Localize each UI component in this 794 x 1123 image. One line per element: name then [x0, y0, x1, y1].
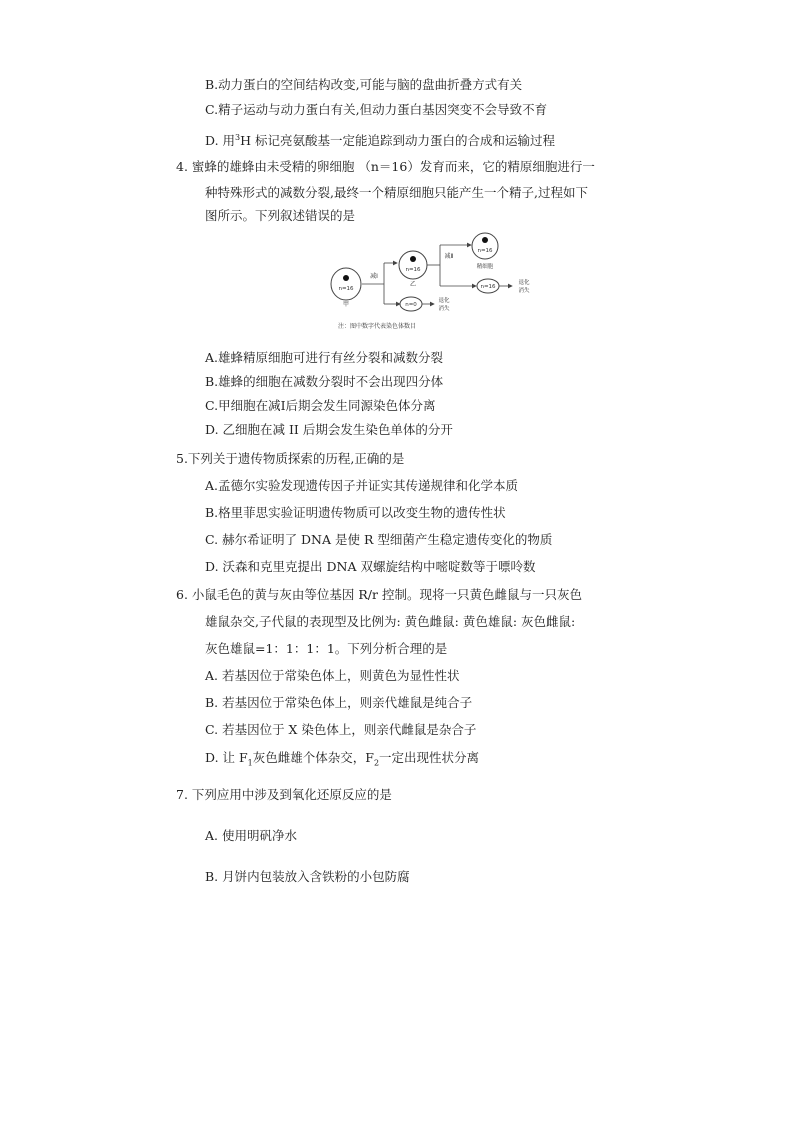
cell-sperm-label: 精细胞	[476, 264, 494, 270]
q5-stem: 5.下列关于遗传物质探索的历程,正确的是	[176, 451, 405, 466]
q4-option-c: C.甲细胞在减Ⅰ后期会发生同源染色体分离	[205, 398, 436, 413]
q7-stem: 7. 下列应用中涉及到氧化还原反应的是	[176, 787, 392, 802]
cell-yi-label: 乙	[409, 281, 417, 288]
q5-option-d: D. 沃森和克里克提出 DNA 双螺旋结构中嘧啶数等于嘌呤数	[205, 559, 536, 574]
jian2-label: 减Ⅱ	[444, 253, 454, 260]
q4-stem-line3: 图所示。下列叙述错误的是	[205, 208, 356, 223]
q7-option-b: B. 月饼内包装放入含铁粉的小包防腐	[205, 869, 410, 884]
q3-option-d: D. 用$^3$H 标记亮氨酸基一定能追踪到动力蛋白的合成和运输过程	[205, 133, 556, 149]
q4-option-d: D. 乙细胞在减 II 后期会发生染色单体的分开	[205, 422, 453, 437]
cell-jia-count: n=16	[338, 286, 354, 292]
cell-sperm-nucleus	[482, 237, 488, 243]
jian1-label: 减Ⅰ	[370, 273, 378, 280]
q3-option-b: B.动力蛋白的空间结构改变,可能与脑的盘曲折叠方式有关	[205, 77, 523, 92]
q6-option-d: D. 让 $F_1$灰色雌雄个体杂交，$F_2$一定出现性状分离	[205, 750, 480, 768]
degenerate-label-1a: 退化	[438, 298, 450, 304]
q6-stem-line2: 雄鼠杂交,子代鼠的表现型及比例为: 黄色雌鼠: 黄色雄鼠: 灰色雌鼠:	[205, 614, 576, 629]
cell-sperm-count: n=16	[477, 248, 493, 254]
q5-option-c: C. 赫尔希证明了 DNA 是使 R 型细菌产生稳定遗传变化的物质	[205, 532, 553, 547]
cell-zero-count: n=0	[405, 302, 417, 308]
cell-small-count: n=16	[480, 284, 496, 290]
q4-option-a: A.雄蜂精原细胞可进行有丝分裂和减数分裂	[205, 350, 444, 365]
cell-jia	[331, 268, 361, 300]
degenerate-label-1b: 消失	[438, 306, 450, 312]
diagram-note: 注：图中数字代表染色体数目	[338, 323, 417, 330]
q6-stem-line1: 6. 小鼠毛色的黄与灰由等位基因 R/r 控制。现将一只黄色雌鼠与一只灰色	[176, 587, 582, 602]
q4-stem-line1: 4. 蜜蜂的雄蜂由未受精的卵细胞 （n＝16）发育而来，它的精原细胞进行一	[176, 159, 595, 174]
q7-option-a: A. 使用明矾净水	[205, 828, 297, 843]
cell-yi	[399, 251, 427, 279]
degenerate-label-2a: 退化	[518, 280, 530, 286]
q3-option-c: C.精子运动与动力蛋白有关,但动力蛋白基因突变不会导致不育	[205, 102, 548, 117]
degenerate-label-2b: 消失	[518, 288, 530, 294]
q6-option-a: A. 若基因位于常染色体上，则黄色为显性性状	[205, 668, 460, 683]
cell-yi-count: n=16	[405, 267, 421, 273]
meiosis-diagram	[328, 230, 568, 334]
q5-option-a: A.孟德尔实验发现遗传因子并证实其传递规律和化学本质	[205, 478, 519, 493]
q4-stem-line2: 种特殊形式的减数分裂,最终一个精原细胞只能产生一个精子,过程如下	[205, 185, 588, 200]
q5-option-b: B.格里菲思实验证明遗传物质可以改变生物的遗传性状	[205, 505, 506, 520]
cell-jia-label: 甲	[342, 301, 350, 308]
q6-stem-line3: 灰色雄鼠=1：1：1：1。下列分析合理的是	[205, 641, 448, 656]
q4-option-b: B.雄蜂的细胞在减数分裂时不会出现四分体	[205, 374, 444, 389]
cell-sperm	[472, 233, 498, 259]
cell-jia-nucleus	[343, 275, 349, 281]
cell-yi-nucleus	[410, 256, 416, 262]
q6-option-c: C. 若基因位于 X 染色体上，则亲代雌鼠是杂合子	[205, 722, 477, 737]
q6-option-b: B. 若基因位于常染色体上，则亲代雄鼠是纯合子	[205, 695, 473, 710]
